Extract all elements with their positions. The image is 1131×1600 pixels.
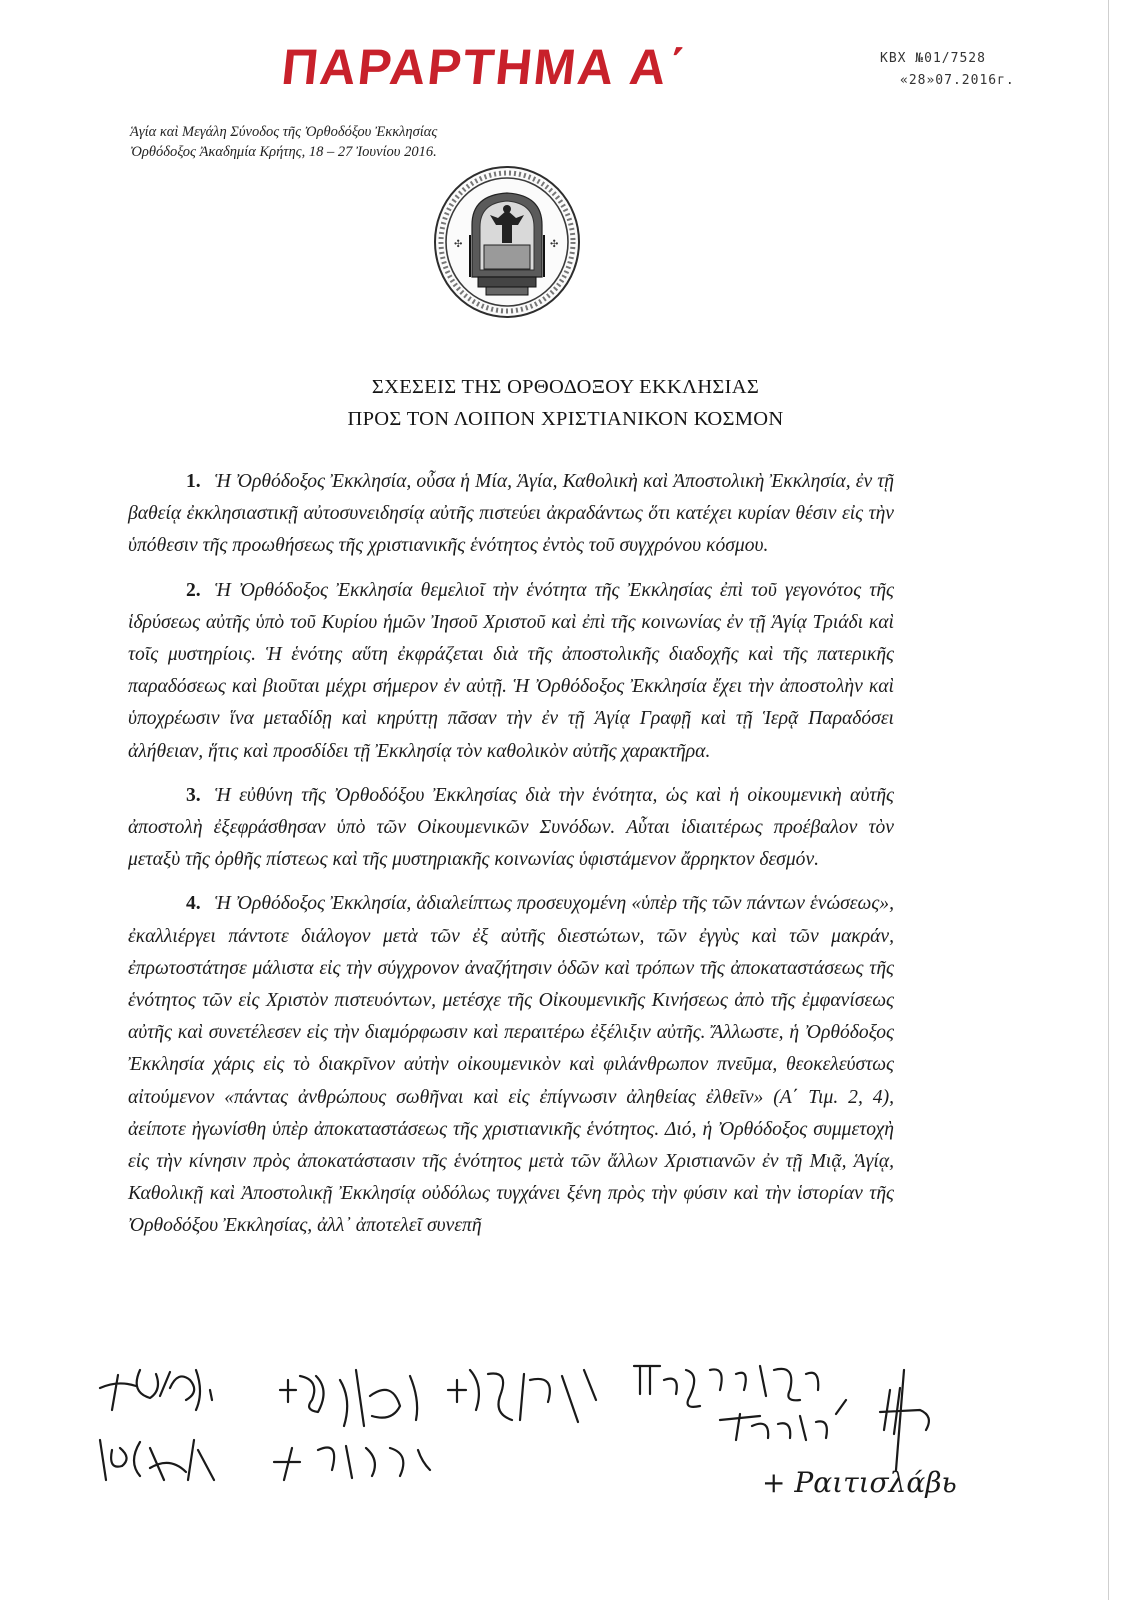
paragraph-number: 4. xyxy=(186,893,201,915)
document-body xyxy=(128,466,894,1255)
registration-date: «28»07.2016г. xyxy=(900,73,1015,88)
paragraph-text: Ἡ Ὀρθόδοξος Ἐκκλησία, οὖσα ἡ Μία, Ἁγία, Καθολικὴ καὶ Ἀποστολικὴ Ἐκκλησία, ἐν τῇ βαθείᾳ ἐκκλησιαστικῇ αὐτοσυνειδησίᾳ αὐτῆς πιστεύει ἀκραδάντως ὅτι κατέχει κυρίαν θέσιν εἰς τὴν ὑπόθεσιν τῆς προωθήσεως τῆς χριστιανικῆς ἑνότητος ἐντὸς τοῦ συγχρόνου κόσμου. xyxy=(128,471,894,557)
header-place-date-line: Ὀρθόδοξος Ἀκαδημία Κρήτης, 18 – 27 Ἰουνίου 2016. xyxy=(130,144,437,160)
cyrillic-signature: + Ραιτισλάβь xyxy=(762,1466,957,1499)
paragraph-2 xyxy=(128,575,894,768)
registration-stamp xyxy=(880,48,1015,92)
title-line-2: ΠΡΟΣ ΤΟΝ ΛΟΙΠΟΝ ΧΡΙΣΤΙΑΝΙΚΟΝ ΚΟΣΜΟΝ xyxy=(347,408,784,430)
handwritten-signature xyxy=(274,1446,430,1480)
header-synod-line: Ἁγία καὶ Μεγάλη Σύνοδος τῆς Ὀρθοδόξου Ἐκκλησίας xyxy=(130,124,438,140)
svg-text:✣: ✣ xyxy=(454,239,463,250)
signatures-area xyxy=(0,1330,1131,1600)
synod-seal-emblem xyxy=(432,165,582,320)
handwritten-signature xyxy=(880,1370,929,1470)
handwritten-signature xyxy=(634,1366,818,1407)
document-header xyxy=(130,122,437,162)
handwritten-signature xyxy=(280,1370,417,1426)
paragraph-number: 2. xyxy=(186,579,201,601)
handwritten-signature xyxy=(100,1440,214,1480)
document-title xyxy=(0,371,1131,435)
paragraph-1 xyxy=(128,466,894,563)
paragraph-number: 1. xyxy=(186,471,201,492)
svg-text:✣: ✣ xyxy=(550,239,559,250)
handwritten-signature xyxy=(720,1400,846,1440)
handwritten-signature xyxy=(100,1370,212,1410)
paragraph-number: 3. xyxy=(186,784,201,806)
paragraph-text: Ἡ Ὀρθόδοξος Ἐκκλησία θεμελιοῖ τὴν ἑνότητα τῆς Ἐκκλησίας ἐπὶ τοῦ γεγονότος τῆς ἱδρύσεως αὐτῆς ὑπὸ τοῦ Κυρίου ἡμῶν Ἰησοῦ Χριστοῦ καὶ ἐπὶ τῆς κοινωνίας ἐν τῇ Ἁγίᾳ Τριάδι καὶ τοῖς μυστηρίοις. Ἡ ἑνότης αὕτη ἐκφράζεται διὰ τῆς ἀποστολικῆς διαδοχῆς καὶ τῆς πατερικῆς παραδόσεως καὶ βιοῦται μέχρι σήμερον ἐν αὐτῇ. Ἡ Ὀρθόδοξος Ἐκκλησία ἔχει τὴν ἀποστολὴν καὶ ὑποχρέωσιν ἵνα μεταδίδῃ καὶ κηρύττῃ πᾶσαν τὴν ἐν τῇ Ἁγίᾳ Γραφῇ καὶ τῇ Ἱερᾷ Παραδόσει ἀλήθειαν, ἥτις καὶ προσδίδει τῇ Ἐκκλησίᾳ τὸν καθολικὸν αὐτῆς χαρακτῆρα. xyxy=(128,579,894,762)
handwritten-signature xyxy=(448,1370,596,1422)
registration-number: КВХ №01/7528 xyxy=(880,51,986,66)
paragraph-text: Ἡ εὐθύνη τῆς Ὀρθοδόξου Ἐκκλησίας διὰ τὴν ἑνότητα, ὡς καὶ ἡ οἰκουμενικὴ αὐτῆς ἀποστολὴ ἐξεφράσθησαν ὑπὸ τῶν Οἰκουμενικῶν Συνόδων. Αὗται ἰδιαιτέρως προέβαλον τὸν μεταξὺ τῆς ὀρθῆς πίστεως καὶ τῆς μυστηριακῆς κοινωνίας ὑφιστάμενον ἄρρηκτον δεσμόν. xyxy=(128,784,894,871)
annex-stamp-title: ΠΑΡΑΡΤΗΜΑ Α΄ xyxy=(279,39,690,95)
paragraph-text: Ἡ Ὀρθόδοξος Ἐκκλησία, ἀδιαλείπτως προσευχομένη «ὑπὲρ τῆς τῶν πάντων ἑνώσεως», ἐκαλλιέργει πάντοτε διάλογον μετὰ τῶν ἐξ αὐτῆς διεστώτων, τῶν ἐγγὺς καὶ τῶν μακράν, ἐπρωτοστάτησε μάλιστα εἰς τὴν σύγχρονον ἀναζήτησιν ὁδῶν καὶ τρόπων τῆς ἀποκαταστάσεως τῆς ἑνότητος τῶν εἰς Χριστὸν πιστευόντων, μετέσχε τῆς Οἰκουμενικῆς Κινήσεως ἀπὸ τῆς ἐμφανίσεως αὐτῆς καὶ συνετέλεσεν εἰς τὴν διαμόρφωσιν καὶ περαιτέρω ἐξέλιξιν αὐτῆς. Ἄλλωστε, ἡ Ὀρθόδοξος Ἐκκλησία χάρις εἰς τὸ διακρῖνον αὐτὴν οἰκουμενικὸν καὶ φιλάνθρωπον πνεῦμα, θεοκελεύστως αἰτούμενον «πάντας ἀνθρώπους σωθῆναι καὶ εἰς ἐπίγνωσιν ἀληθείας ἐλθεῖν» (Α΄ Τιμ. 2, 4), ἀείποτε ἠγωνίσθη ὑπὲρ ἀποκαταστάσεως τῆς χριστιανικῆς ἑνότητος. Διό, ἡ Ὀρθόδοξος συμμετοχὴ εἰς τὴν κίνησιν πρὸς ἀποκατάστασιν τῆς ἑνότητος μετὰ τῶν ἄλλων Χριστιανῶν ἐν τῇ Μιᾷ, Ἁγίᾳ, Καθολικῇ καὶ Ἀποστολικῇ Ἐκκλησίᾳ οὐδόλως τυγχάνει ξένη πρὸς τὴν φύσιν καὶ τὴν ἱστορίαν τῆς Ὀρθοδόξου Ἐκκλησίας, ἀλλ᾽ ἀποτελεῖ συνεπῆ xyxy=(128,893,894,1237)
paragraph-3 xyxy=(128,780,894,877)
title-line-1: ΣΧΕΣΕΙΣ ΤΗΣ ΟΡΘΟΔΟΞΟΥ ΕΚΚΛΗΣΙΑΣ xyxy=(371,376,760,398)
paragraph-4 xyxy=(128,888,894,1242)
